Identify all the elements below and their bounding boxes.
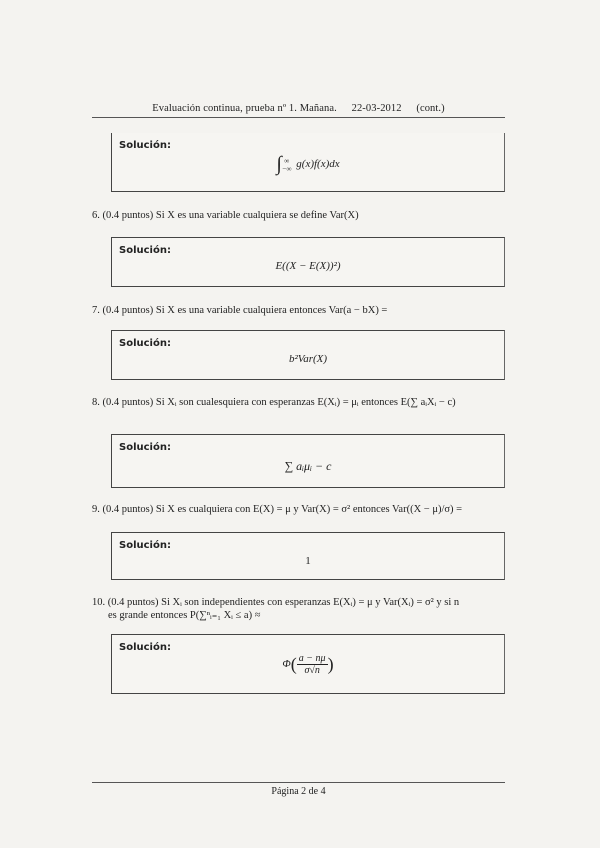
- question-text-line2: es grande entonces P(∑ⁿᵢ₌₁ Xᵢ ≤ a) ≈: [108, 610, 261, 621]
- solution-box-10: [111, 634, 505, 694]
- question-number: 10.: [92, 597, 106, 608]
- solution-box-6: [111, 237, 505, 287]
- footer-rule: [92, 782, 505, 783]
- question-points: (0.4 puntos): [102, 210, 154, 221]
- solution-formula-7: b²Var(X): [288, 353, 328, 365]
- question-number: 6.: [92, 210, 100, 221]
- fraction: $\frac{a - n\mu}{\sigma√n}$: [298, 653, 326, 676]
- solution-label: Solución:: [119, 140, 171, 151]
- header-cont: (cont.): [416, 103, 445, 114]
- solution-formula-5: ∫ ∞ −∞ g(x)f(x)dx: [276, 153, 340, 175]
- solution-box-5: [111, 133, 505, 192]
- solution-formula-9: 1: [305, 555, 311, 567]
- question-text: Si X es una variable cualquiera se define Var(X): [155, 210, 359, 221]
- solution-label: Solución:: [119, 642, 171, 653]
- question-6: [92, 209, 512, 222]
- question-text: Si Xᵢ son independientes con esperanzas E(Xᵢ) = μ y Var(Xᵢ) = σ² y si n: [161, 597, 460, 608]
- question-9: [92, 503, 512, 516]
- question-points: (0.4 puntos): [102, 504, 154, 515]
- question-number: 9.: [92, 504, 100, 515]
- header-date: 22-03-2012: [351, 103, 402, 114]
- solution-label: Solución:: [119, 540, 171, 551]
- solution-box-9: [111, 532, 505, 580]
- question-points: (0.4 puntos): [107, 597, 159, 608]
- question-8: [92, 396, 512, 409]
- question-points: (0.4 puntos): [102, 305, 154, 316]
- solution-box-7: [111, 330, 505, 380]
- page-header: [92, 103, 505, 118]
- question-number: 7.: [92, 305, 100, 316]
- page-footer: Página 2 de 4: [271, 786, 326, 797]
- header-title: Evaluación continua, prueba nº 1. Mañana.: [152, 103, 337, 114]
- question-text: Si Xᵢ son cualesquiera con esperanzas E(Xᵢ) = μᵢ entonces E(∑ aᵢXᵢ − c): [155, 397, 456, 408]
- question-10: [92, 596, 512, 622]
- question-points: (0.4 puntos): [102, 397, 154, 408]
- solution-formula-8: ∑ aᵢμᵢ − c: [284, 459, 332, 473]
- solution-box-8: [111, 434, 505, 488]
- solution-formula-10: Φ( $\frac{a - n\mu}{\sigma√n}$ ): [282, 653, 334, 676]
- question-text: Si X es una variable cualquiera entonces Var(a − bX) =: [155, 305, 388, 316]
- question-7: [92, 304, 512, 317]
- question-number: 8.: [92, 397, 100, 408]
- solution-formula-6: E((X − E(X))²): [275, 260, 341, 272]
- integral-icon: ∫: [276, 153, 282, 175]
- integral-limits: ∞ −∞: [281, 156, 292, 173]
- solution-label: Solución:: [119, 442, 171, 453]
- solution-label: Solución:: [119, 338, 171, 349]
- question-text: Si X es cualquiera con E(X) = μ y Var(X) = σ² entonces Var((X − μ)/σ) =: [155, 504, 463, 515]
- solution-label: Solución:: [119, 245, 171, 256]
